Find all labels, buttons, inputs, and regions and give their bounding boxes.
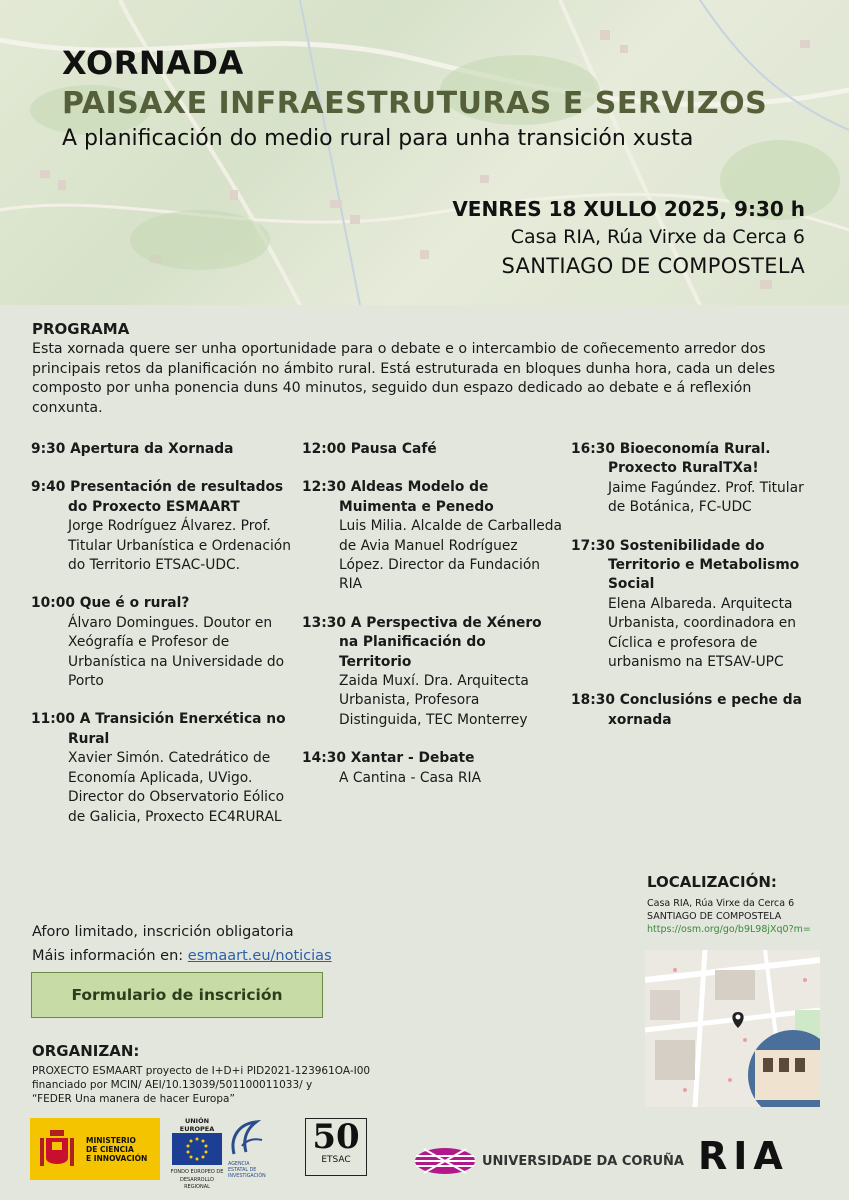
eu-logo — [168, 1117, 226, 1190]
mais-info-label: Máis información en: — [32, 948, 188, 964]
schedule-item-head: 14:30 Xantar - Debate — [302, 750, 475, 767]
schedule-item — [571, 691, 821, 730]
programa-intro: Esta xornada quere ser unha oportunidade para o debate e o intercambio de coñecemento arredor dos principais retos da planificación no ámbito rural. Está estruturada en bloques dunha hora, cada un deles composto por unha ponencia duns 40 minutos, seguido dun espazo dedicado ao debate e á reflexión conxunta. — [32, 341, 776, 416]
schedule-item — [31, 478, 291, 575]
schedule-item-desc: Jaime Fagúndez. Prof. Titular de Botánica, FC-UDC — [608, 479, 804, 516]
schedule-item-head: 9:40 Presentación de resultados do Proxecto ESMAART — [31, 479, 284, 515]
schedule-item-head: 12:30 Aldeas Modelo de Muimenta e Penedo — [302, 479, 494, 515]
organizan-text — [32, 1064, 412, 1106]
udc-emblem-icon — [414, 1146, 476, 1176]
spain-coat-of-arms-icon — [36, 1124, 78, 1174]
aei-icon — [228, 1118, 268, 1158]
event-venue: Casa RIA, Rúa Virxe da Cerca 6 — [510, 226, 805, 248]
schedule-item-desc: A Cantina - Casa RIA — [339, 769, 482, 786]
location-url-link[interactable]: https://osm.org/go/b9L98jXq0?m= — [647, 924, 811, 935]
eu-fondo: FONDO EUROPEO DE DESARROLLO REGIONAL — [170, 1169, 224, 1190]
schedule-item — [31, 594, 291, 691]
schedule-item — [571, 440, 821, 518]
esmaart-link[interactable]: esmaart.eu/noticias — [187, 948, 332, 964]
ministerio-logo — [30, 1118, 160, 1180]
schedule-item-head: 10:00 Que é o rural? — [31, 595, 190, 612]
ministerio-line1: MINISTERIO — [86, 1135, 136, 1145]
etsac-label: ETSAC — [321, 1155, 351, 1165]
etsac-number: 50 — [312, 1117, 360, 1157]
organizan-line2: financiado por MCIN/ AEI/10.13039/501100011033/ y — [32, 1079, 313, 1091]
event-date: VENRES 18 XULLO 2025, 9:30 h — [452, 197, 805, 221]
schedule-item — [302, 614, 562, 730]
schedule-item-head: 9:30 Apertura da Xornada — [31, 441, 234, 457]
hero-banner — [0, 0, 849, 305]
location-minimap[interactable] — [645, 950, 820, 1107]
ria-logo: RIA — [698, 1134, 789, 1178]
schedule-item-desc: Xavier Simón. Catedrático de Economía Aplicada, UVigo. Director do Observatorio Eólico de Galicia, Proxecto EC4RURAL — [68, 750, 285, 825]
schedule-item-head: 16:30 Bioeconomía Rural. Proxecto RuralTXa! — [571, 441, 771, 477]
schedule-column-3 — [571, 440, 821, 749]
event-city: SANTIAGO DE COMPOSTELA — [501, 254, 805, 278]
eu-label: UNIÓN EUROPEA — [179, 1117, 215, 1133]
schedule-item — [302, 749, 562, 788]
udc-text: UNIVERSIDADE DA CORUÑA — [482, 1153, 684, 1169]
udc-logo — [414, 1146, 684, 1176]
location-address — [647, 898, 837, 923]
ministerio-text — [86, 1136, 147, 1163]
schedule-item-head: 13:30 A Perspectiva de Xénero na Planificación do Territorio — [302, 614, 542, 670]
ministerio-line2: DE CIENCIA — [86, 1144, 134, 1154]
ministerio-line3: E INNOVACIÓN — [86, 1153, 148, 1163]
aforo-text: Aforo limitado, inscrición obligatoria — [32, 924, 294, 940]
organizan-line1: PROXECTO ESMAART proyecto de I+D+i PID2021-123961OA-I00 — [32, 1065, 371, 1077]
schedule-item-desc: Luis Milia. Alcalde de Carballeda de Avia Manuel Rodríguez López. Director da Fundación RIA — [339, 518, 562, 593]
schedule-item-desc: Zaida Muxí. Dra. Arquitecta Urbanista, Profesora Distinguida, TEC Monterrey — [339, 673, 529, 728]
schedule-item-head: 17:30 Sostenibilidade do Territorio e Metabolismo Social — [571, 537, 800, 593]
schedule-item-head: 11:00 A Transición Enerxética no Rural — [31, 711, 286, 747]
location-address-line1: Casa RIA, Rúa Virxe da Cerca 6 — [647, 898, 795, 909]
schedule-item — [302, 440, 562, 459]
schedule-column-1 — [31, 440, 291, 846]
schedule-item — [302, 478, 562, 594]
schedule-item-head: 12:00 Pausa Café — [302, 441, 437, 457]
schedule-item-desc: Elena Albareda. Arquitecta Urbanista, coordinadora en Cíclica e profesora de urbanismo na ETSAV-UPC — [608, 595, 797, 671]
subtitle: A planificación do medio rural para unha transición xusta — [62, 126, 694, 151]
schedule-item — [571, 537, 821, 673]
schedule-item — [31, 710, 291, 826]
schedule-item-desc: Jorge Rodríguez Álvarez. Prof. Titular Urbanística e Ordenación do Territorio ETSAC-UDC. — [68, 518, 291, 574]
schedule-column-2 — [302, 440, 562, 807]
title-line2: PAISAXE INFRAESTRUTURAS E SERVIZOS — [62, 86, 768, 121]
registration-form-button[interactable]: Formulario de inscrición — [31, 972, 323, 1018]
organizan-heading: ORGANIZAN: — [32, 1042, 140, 1060]
schedule-item — [31, 440, 291, 459]
mais-info — [32, 948, 332, 964]
title-line1: XORNADA — [62, 44, 244, 82]
agencia-logo — [228, 1118, 268, 1180]
eu-flag-icon — [172, 1133, 222, 1165]
agencia-text: AGENCIA ESTATAL DE INVESTIGACIÓN — [228, 1162, 266, 1179]
location-address-line2: SANTIAGO DE COMPOSTELA — [647, 910, 782, 922]
schedule-item-head: 18:30 Conclusións e peche da xornada — [571, 692, 802, 728]
etsac-logo — [305, 1118, 367, 1176]
schedule-item-desc: Álvaro Domingues. Doutor en Xeógrafía e Profesor de Urbanística na Universidade do Porto — [68, 614, 285, 690]
programa-heading: PROGRAMA — [32, 320, 130, 338]
location-heading: LOCALIZACIÓN: — [647, 873, 777, 891]
organizan-line3: “FEDER Una manera de hacer Europa” — [32, 1093, 235, 1105]
